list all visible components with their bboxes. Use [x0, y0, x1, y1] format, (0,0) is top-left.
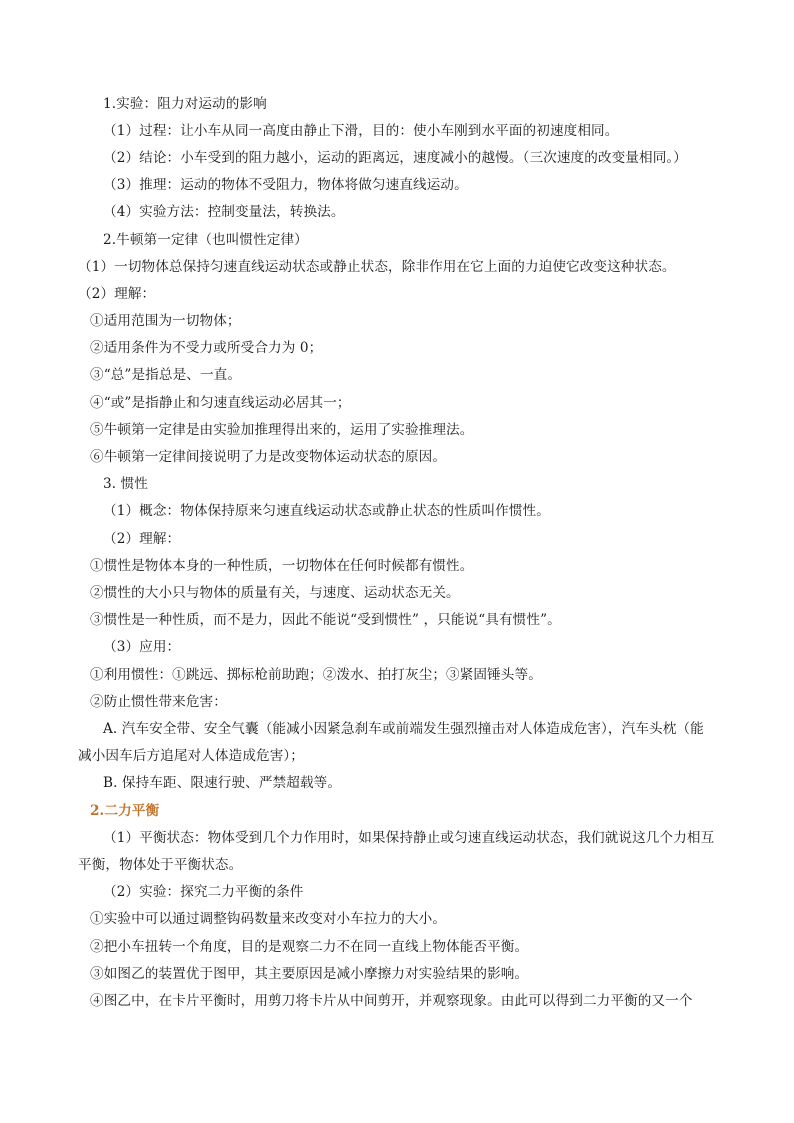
inertia-prevent-label: ②防止惯性带来危害： — [90, 694, 227, 710]
experiment-method-line: （4）实验方法：控制变量法，转换法。 — [103, 204, 345, 220]
newton-law-point-3: ③“总”是指总是、一直。 — [90, 367, 242, 383]
inertia-prevent-item-b: B. 保持车距、限速行驶、严禁超载等。 — [103, 775, 342, 791]
newton-law-point-4: ④“或”是指静止和匀速直线运动必居其一； — [90, 395, 351, 411]
inertia-point-2: ②惯性的大小只与物体的质量有关，与速度、运动状态无关。 — [90, 585, 460, 601]
newton-law-point-5: ⑤牛顿第一定律是由实验加推理得出来的，运用了实验推理法。 — [90, 422, 474, 438]
inertia-application-label: （3）应用： — [103, 639, 181, 655]
inertia-point-3: ③惯性是一种性质，而不是力，因此不能说“受到惯性” ，只能说“具有惯性”。 — [90, 612, 561, 628]
balance-experiment-point-3: ③如图乙的装置优于图甲，其主要原因是减小摩擦力对实验结果的影响。 — [90, 966, 529, 982]
inertia-prevent-item-a-cont: 减小因车后方追尾对人体造成危害）； — [78, 748, 304, 764]
newton-law-understanding-label: （2）理解： — [78, 286, 156, 302]
balance-experiment-point-2: ②把小车扭转一个角度，目的是观察二力不在同一直线上物体能否平衡。 — [90, 939, 529, 955]
newton-law-point-2: ②适用条件为不受力或所受合力为 0； — [90, 340, 323, 356]
section-heading-inertia: 3. 惯性 — [103, 476, 148, 492]
newton-law-point-6: ⑥牛顿第一定律间接说明了力是改变物体运动状态的原因。 — [90, 449, 447, 465]
section-heading-newton-first-law: 2.牛顿第一定律（也叫惯性定律） — [103, 232, 308, 248]
section-heading-two-force-balance: 2.二力平衡 — [90, 803, 160, 819]
balance-experiment-label: （2）实验：探究二力平衡的条件 — [103, 884, 304, 900]
section-heading-experiment: 1.实验：阻力对运动的影响 — [103, 96, 267, 112]
newton-law-statement: （1）一切物体总保持匀速直线运动状态或静止状态，除非作用在它上面的力迫使它改变这种状态。 — [78, 259, 676, 275]
inertia-use-line: ①利用惯性：①跳远、掷标枪前助跑；②泼水、拍打灰尘；③紧固锤头等。 — [90, 667, 542, 683]
inertia-concept-line: （1）概念：物体保持原来匀速直线运动状态或静止状态的性质叫作惯性。 — [103, 503, 550, 519]
balance-experiment-point-1: ①实验中可以通过调整钩码数量来改变对小车拉力的大小。 — [90, 911, 447, 927]
inertia-point-1: ①惯性是物体本身的一种性质，一切物体在任何时候都有惯性。 — [90, 558, 474, 574]
experiment-inference-line: （3）推理：运动的物体不受阻力，物体将做匀速直线运动。 — [103, 177, 468, 193]
inertia-understanding-label: （2）理解： — [103, 531, 181, 547]
balance-experiment-point-4: ④图乙中，在卡片平衡时，用剪刀将卡片从中间剪开，并观察现象。由此可以得到二力平衡的又一个 — [90, 993, 693, 1009]
experiment-conclusion-line: （2）结论：小车受到的阻力越小，运动的距离远，速度减小的越慢。（三次速度的改变量相同。） — [103, 150, 687, 166]
inertia-prevent-item-a: A. 汽车安全带、安全气囊（能减小因紧急刹车或前端发生强烈撞击对人体造成危害），汽车头枕（能 — [103, 721, 704, 737]
newton-law-point-1: ①适用范围为一切物体； — [90, 313, 241, 329]
balance-state-line: （1）平衡状态：物体受到几个力作用时，如果保持静止或匀速直线运动状态，我们就说这几个力相互 — [103, 830, 715, 846]
balance-state-line-cont: 平衡，物体处于平衡状态。 — [78, 857, 243, 873]
experiment-process-line: （1）过程：让小车从同一高度由静止下滑，目的：使小车刚到水平面的初速度相同。 — [103, 123, 619, 139]
